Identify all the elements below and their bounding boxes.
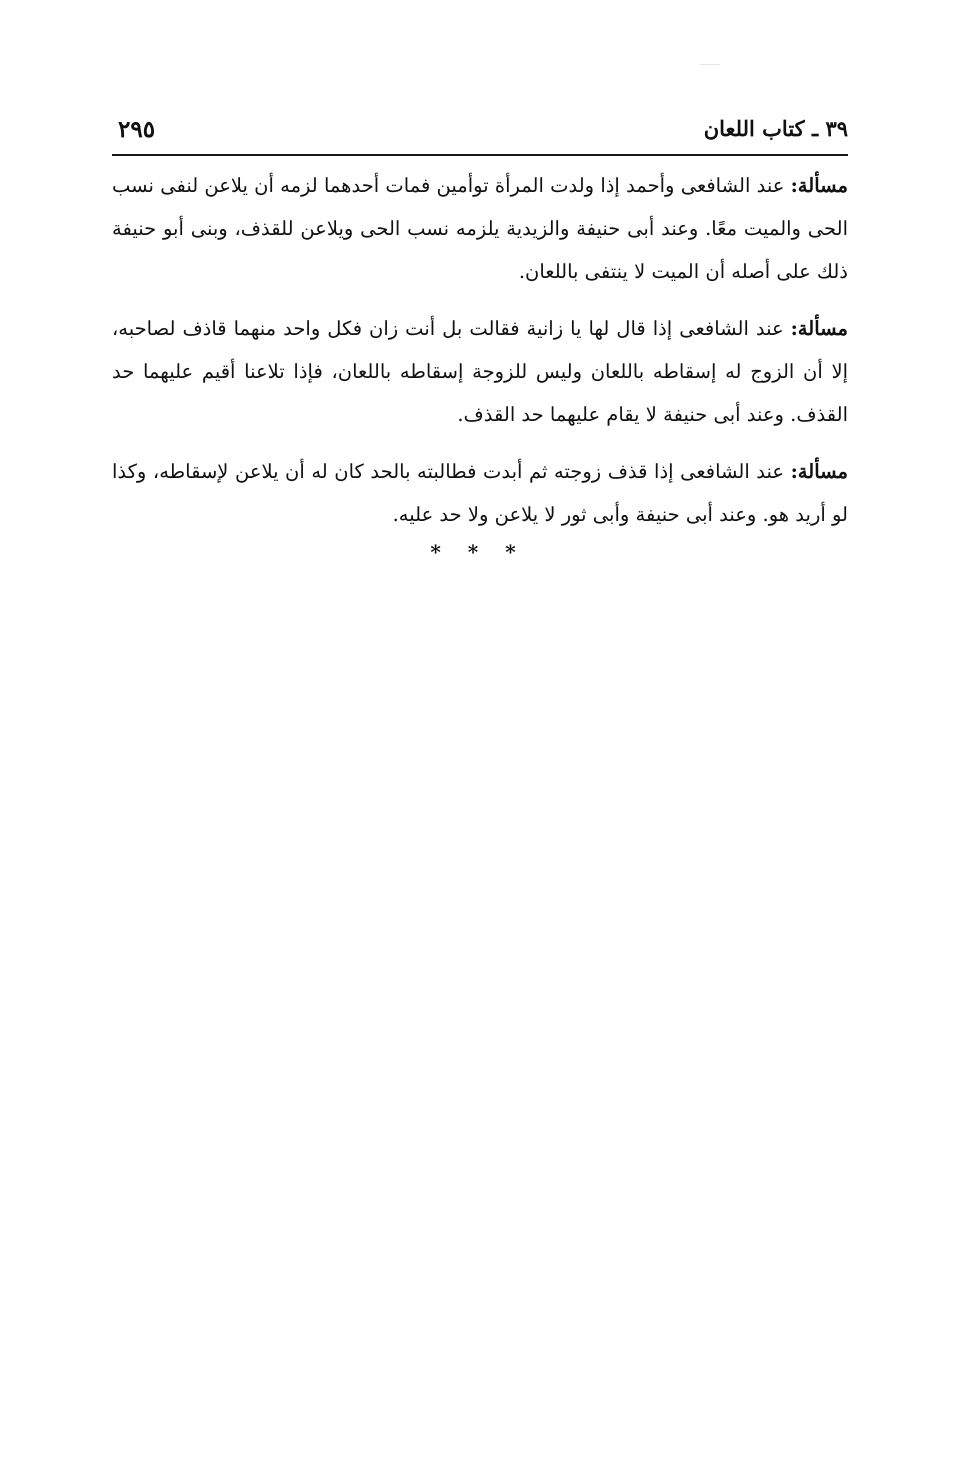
paragraph-text: عند الشافعى إذا قذف زوجته ثم أبدت فطالبته بالحد كان له أن يلاعن لإسقاطه، وكذا لو أريد هو. وعند أبى حنيفة وأبى ثور لا يلاعن ولا حد عليه. xyxy=(112,460,848,526)
paragraph-2 xyxy=(112,307,848,436)
section-separator: * * * xyxy=(430,540,526,564)
paragraph-label: مسألة: xyxy=(790,317,848,340)
scan-mark xyxy=(700,64,720,65)
paragraph-text: عند الشافعى إذا قال لها يا زانية فقالت بل أنت زان فكل واحد منهما قاذف لصاحبه، إلا أن الزوج له إسقاطه باللعان وليس للزوجة إسقاطه باللعان، فإذا تلاعنا أقيم عليهما حد القذف. وعند أبى حنيفة لا يقام عليهما حد القذف. xyxy=(112,317,848,426)
page-number: ٢٩٥ xyxy=(118,116,156,143)
paragraph-label: مسألة: xyxy=(790,460,848,483)
paragraph-1 xyxy=(112,164,848,293)
chapter-title: ٣٩ ـ كتاب اللعان xyxy=(703,116,848,141)
paragraph-label: مسألة: xyxy=(790,174,848,197)
paragraph-text: عند الشافعى وأحمد إذا ولدت المرأة توأمين فمات أحدهما لزمه أن يلاعن لنفى نسب الحى والميت معًا. وعند أبى حنيفة والزيدية يلزمه نسب الحى ويلاعن للقذف، وبنى أبو حنيفة ذلك على أصله أن الميت لا ينتفى باللعان. xyxy=(112,174,848,283)
page-header xyxy=(112,108,848,148)
header-divider xyxy=(112,154,848,156)
page-body xyxy=(112,164,848,550)
paragraph-3 xyxy=(112,450,848,536)
